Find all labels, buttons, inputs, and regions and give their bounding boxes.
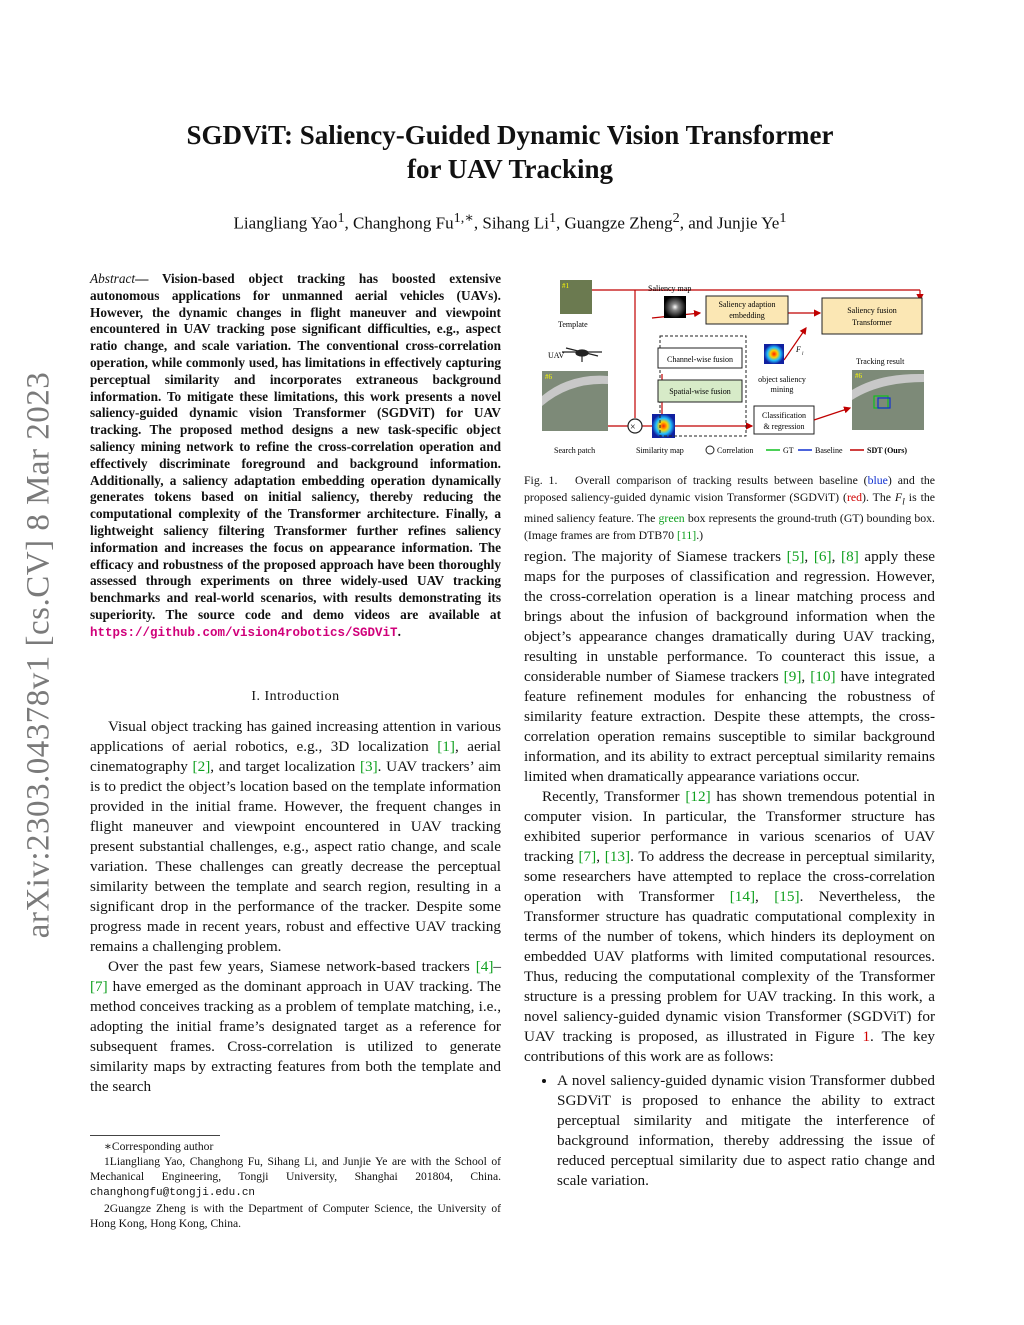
author-list: Liangliang Yao$^1$, Changhong $Fu^{1,∗}$, Sihang Li$^1$, Guangze Zheng$^2$, and Junjie Ye$^1$ [233, 210, 787, 233]
uav-icon [562, 348, 602, 362]
citation[interactable]: [1] [437, 738, 455, 755]
svg-text:Search patch: Search patch [554, 446, 596, 455]
svg-text:Classification: Classification [762, 411, 806, 420]
citation[interactable]: [10] [810, 668, 836, 685]
svg-text:mining: mining [770, 385, 794, 394]
svg-text:embedding: embedding [729, 311, 765, 320]
svg-text:object saliency: object saliency [758, 375, 806, 384]
citation[interactable]: [14] [729, 888, 756, 905]
svg-text:l: l [802, 352, 804, 357]
paper-title: SGDViT: Saliency-Guided Dynamic Vision Transformer for UAV Tracking [186, 120, 834, 184]
citation[interactable]: [6] [813, 548, 832, 565]
svg-text:Saliency map: Saliency map [648, 284, 692, 293]
citation[interactable]: [7] [578, 848, 597, 865]
svg-text:UAV: UAV [548, 351, 565, 360]
svg-text:SDT (Ours): SDT (Ours) [867, 446, 908, 455]
svg-text:Transformer: Transformer [852, 318, 892, 327]
citation[interactable]: [15] [774, 888, 800, 905]
figure-1-diagram [540, 278, 930, 456]
footnotes: ∗Corresponding author 1Liangliang Yao, Changhong Fu, Sihang Li, and Junjie Ye are with the School of Mechanical Engineering, Tongji University, Shanghai 201804, China. changhongfu@tongji.edu.cn 2Guangze Zheng is with the Department of Computer Science, the University of Hong Kong, Hong Kong, China. [90, 1135, 501, 1231]
citation[interactable]: [11] [676, 527, 697, 542]
section-heading: I. Introduction [251, 689, 340, 704]
svg-text:& regression: & regression [763, 422, 805, 431]
saliency-fusion-box [822, 298, 922, 334]
citation[interactable]: [4] [475, 958, 494, 975]
similarity-map-image [652, 414, 675, 438]
svg-text:Saliency adaption: Saliency adaption [718, 300, 776, 309]
svg-text:Correlation: Correlation [717, 446, 754, 455]
email-address: changhongfu@tongji.edu.cn [90, 1187, 256, 1199]
citation[interactable]: [8] [841, 548, 859, 565]
svg-text:Similarity map: Similarity map [636, 446, 684, 455]
arxiv-side-label: arXiv:2303.04378v1 [cs.CV] 8 Mar 2023 [20, 371, 57, 939]
saliency-map-image [664, 296, 686, 318]
svg-text:×: × [630, 422, 636, 433]
citation[interactable]: [7] [90, 978, 108, 995]
svg-text:F: F [796, 345, 801, 354]
svg-text:#1: #1 [562, 282, 569, 290]
object-saliency-image [764, 344, 784, 364]
citation[interactable]: [9] [783, 668, 802, 685]
svg-text:#6: #6 [545, 373, 552, 381]
list-item: • A novel saliency-guided dynamic vision Transformer dubbed SGDViT is proposed to enhance the ability to extract perceptual similarity and mitigate the interference of background information, thereby addressing the issue of reduced perceptual similarity due to aspect ratio change and scale variation. [557, 1071, 935, 1191]
citation[interactable]: [5] [786, 548, 805, 565]
svg-text:#6: #6 [855, 372, 862, 380]
citation[interactable]: [12] [685, 788, 711, 805]
svg-text:Template: Template [558, 320, 588, 329]
svg-text:Channel-wise fusion: Channel-wise fusion [667, 355, 733, 364]
svg-text:GT: GT [783, 446, 794, 455]
abstract: Abstract— Vision-based object tracking has boosted extensive autonomous applications for unmanned aerial vehicles (UAVs). However, the dynamic changes in flight maneuver and viewpoint encountered in UAV tracking pose significant difficulties, e.g., aspect ratio change, and scale variation. The conventional cross-correlation operation, while commonly used, has limitations in effectively capturing perceptual similarity and incorporates extraneous background information. To mitigate these limitations, this work presents a novel saliency-guided dynamic vision Transformer (SGDViT) for UAV tracking. The proposed method designs a new task-specific object saliency mining network to refine the cross-correlation operation and effectively discriminate foreground and background information. Additionally, a saliency adaptation embedding operation dynamically generates tokens based on initial saliency, thereby reducing the computational complexity of the Transformer architecture. Finally, a lightweight saliency filtering Transformer further refines saliency information and increases the focus on appearance information. The efficacy and robustness of the proposed approach have been thoroughly assessed through experiments on three widely-used UAV tracking benchmarks and real-world scenarios, with results demonstrating its superiority. The source code and demo videos are available at https://github.com/vision4robotics/SGDViT. [90, 271, 501, 640]
citation[interactable]: [2] [192, 758, 211, 775]
intro-text: Visual object tracking has gained increasing attention in various applications of aerial robotics, e.g., 3D localization [1], aerial cinematography [2], and target localization [3]. UAV trackers’ aim is to predict the object’s location based on the template information provided in the initial frame. However, the frequent changes in flight maneuver and viewpoint encountered in UAV tracking present substantial challenges, e.g., aspect ratio change, and scale variation. These challenges can greatly decrease the perceptual similarity between the template and search region, resulting in a significant drop in the performance of the tracker. Despite some progress made in recent years, robust and effective UAV tracking remains a challenging problem. Over the past few years, Siamese network-based trackers [4]–[7] have emerged as the dominant approach in UAV tracking. The method conceives tracking as a problem of template matching, i.e., adopting the initial frame’s designated target as a reference for subsequent frames. Cross-correlation is utilized to generate similarity maps by extracting features from both the template and the search [90, 718, 501, 1095]
figure-1-caption: Fig. 1. Overall comparison of tracking results between baseline (blue) and the proposed saliency-guided dynamic vision Transformer (SGDViT) (red). The $F_l$ is the mined saliency feature. The green box represents the ground-truth (GT) bounding box. (Image frames are from DTB70 [11].) [524, 473, 936, 542]
svg-text:Tracking result: Tracking result [856, 357, 905, 366]
svg-text:Baseline: Baseline [815, 446, 843, 455]
svg-text:Spatial-wise fusion: Spatial-wise fusion [669, 387, 731, 396]
citation[interactable]: [3] [359, 758, 378, 775]
right-column-text: region. The majority of Siamese trackers [5], [6], [8] apply these maps for the purposes of classification and regression. However, the cross-correlation operation is a linear matching process and brings about the infusion of background information when the object’s appearance changes dramatically during UAV tracking, resulting in unstable performance. To counteract this issue, a considerable number of Siamese trackers [9], [10] have integrated feature refinement modules for enhancing the robustness of similarity feature extraction. Despite these attempts, the cross-correlation operation remains susceptible to similar background information, and its ability to extract perceptual similarity remains limited when dramatically appearance variations occur. Recently, Transformer [12] has shown tremendous potential in computer vision. In particular, the Transformer structure has exhibited superior performance in various scenarios of UAV tracking [7], [13]. To address the decrease in perceptual similarity, some researchers have attempted to replace the cross-correlation operation with Transformer [14], [15]. Nevertheless, the Transformer structure has quadratic computational complexity in terms of the number of tokens, which hinders its deployment on embedded UAV platforms with limited computational resources. Thus, reducing the computational complexity of the Transformer structure is a pressing problem for UAV tracking. In this work, a novel saliency-guided dynamic vision Transformer (SGDViT) for UAV tracking is proposed, as illustrated in Figure 1. The key contributions of this work are as follows: • A novel saliency-guided dynamic vision Transformer dubbed SGDViT is proposed to enhance the ability to extract perceptual similarity and mitigate the interference of background information, thereby addressing the issue of reduced perceptual similarity due to aspect ratio change and scale variation. [524, 547, 935, 1191]
svg-text:Saliency fusion: Saliency fusion [847, 306, 897, 315]
citation[interactable]: [13] [604, 848, 631, 865]
figure-reference[interactable]: 1 [862, 1028, 871, 1045]
code-link[interactable]: https://github.com/vision4robotics/SGDViT [90, 625, 398, 640]
contribution-list [524, 1071, 935, 1191]
